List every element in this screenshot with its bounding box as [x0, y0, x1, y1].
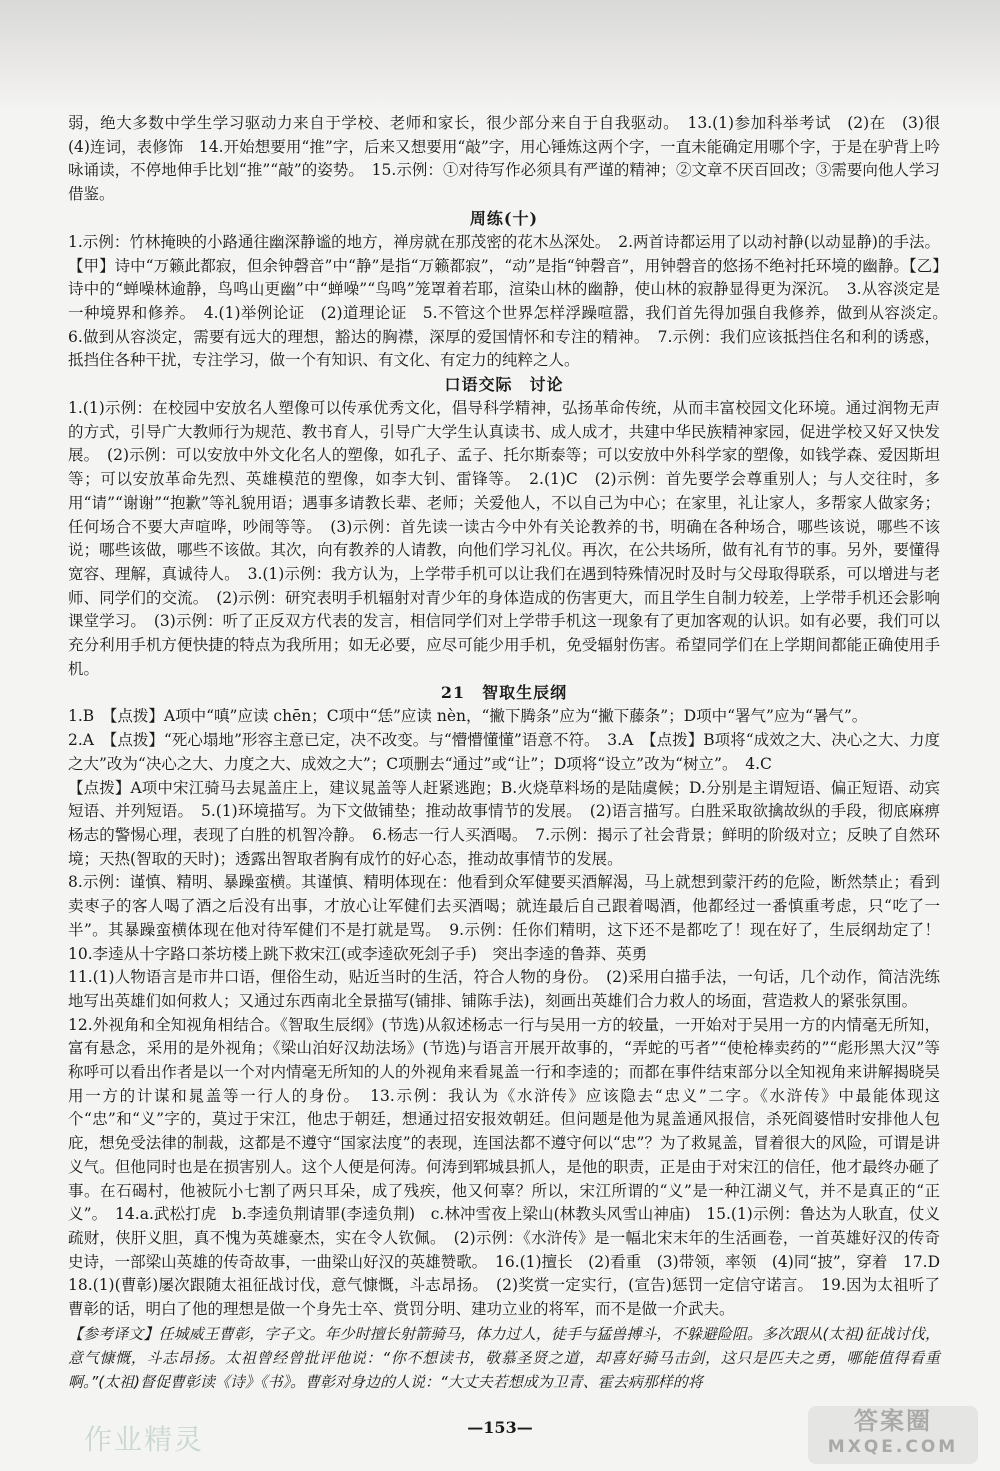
answer-paragraph: 12.外视角和全知视角相结合。《智取生辰纲》(节选)从叙述杨志一行与吴用一方的较量，一开始对于吴用一方的内情毫无所知，富有悬念，采用的是外视角；《梁山泊好汉劫法场》(节选)与语言开展开故事的，“弄蛇的丐者”“使枪棒卖药的”“彪形黑大汉”等称呼可以看出作者是以一个对内情毫无所知的人的外视角来看晁盖一行和李逵的；而都在事件结束部分以全知视角来讲解揭晓吴用一方的计谋和晁盖等一行人的身份。 13.示例：我认为《水浒传》应该隐去“忠义”二字。《水浒传》中最能体现这个“忠”和“义”字的，莫过于宋江，他忠于朝廷，想通过招安报效朝廷。但问题是他为晁盖通风报信，杀死阎婆惜时安排他人包庇，想免受法律的制裁，这都是不遵守“国家法度”的表现，连国法都不遵守何以“忠”？为了救晁盖，冒着很大的风险，可谓是讲义气。但他同时也是在损害别人。这个人便是何涛。何涛到郓城县抓人，是他的职责，正是由于对宋江的信任，他才最终办砸了事。在石碣村，他被阮小七割了两只耳朵，成了残疾，他又何辜？所以，宋江所谓的“义”是一种江湖义气，并不是真正的“正义”。 14.a.武松打虎 b.李逵负荆请罪(李逵负荆) c.林冲雪夜上梁山(林教头风雪山神庙) 15.(1)示例：鲁达为人耿直，仗义疏财，侠肝义胆，真不愧为英雄豪杰，实在令人钦佩。 (2)示例：《水浒传》是一幅北宋末年的生活画卷，一首英雄好汉的传奇史诗，一部梁山英雄的传奇故事，一曲梁山好汉的英雄赞歌。 16.(1)擅长 (2)看重 (3)带领，率领 (4)同“披”，穿着 17.D 18.(1)(曹彰)屡次跟随太祖征战讨伐，意气慷慨，斗志昂扬。 (2)奖赏一定实行，(宣告)惩罚一定信守诺言。 19.因为太祖听了曹彰的话，明白了他的理想是做一个身先士卒、赏罚分明、建功立业的将军，而不是做一介武夫。 — [68, 1015, 956, 1319]
answer-content — [68, 112, 956, 1394]
answer-paragraph: 2.A 【点拨】“死心塌地”形容主意已定，决不改变。与“懵懵懂懂”语意不符。 3.A 【点拨】B项将“成效之大、决心之大、力度之大”改为“决心之大、力度之大、成效之大”；C项删去“通过”或“让”；D项将“设立”改为“树立”。 4.C — [68, 731, 940, 773]
watermark-left: 作业精灵 — [84, 1423, 205, 1456]
scan-top-shadow — [0, 0, 1000, 110]
reference-translation: 【参考译文】任城威王曹彰，字子文。年少时擅长射箭骑马，体力过人，徒手与猛兽搏斗，不躲避险阻。多次跟从(太祖)征战讨伐，意气慷慨，斗志昂扬。太祖曾经曾批评他说：“你不想读书，敬慕圣贤之道，却喜好骑马击剑，这只是匹夫之勇，哪能值得看重啊。”(太祖)督促曹彰读《诗》《书》。曹彰对身边的人说：“大丈夫若想成为卫青、霍去病那样的将 — [68, 1324, 940, 1391]
answer-paragraph: 1.B 【点拨】A项中“嗔”应读 chēn；C项中“恁”应读 nèn，“撇下腾条”应为“撇下藤条”；D项中“署气”应为“暑气”。 — [68, 707, 868, 726]
answer-paragraph: 1.(1)示例：在校园中安放名人塑像可以传承优秀文化，倡导科学精神，弘扬革命传统，从而丰富校园文化环境。通过润物无声的方式，引导广大教师行为规范、教书育人，引导广大学生认真读书、成人成才，共建中华民族精神家园，促进学校又好又快发展。 (2)示例：可以安放中外文化名人的塑像，如孔子、孟子、托尔斯泰等；可以安放中外科学家的塑像，如钱学森、爱因斯坦等；可以安放革命先烈、英雄模范的塑像，如李大钊、雷锋等。 2.(1)C (2)示例：首先要学会尊重别人；与人交往时，多用“请”“谢谢”“抱歉”等礼貌用语；遇事多请教长辈、老师；关爱他人，不以自己为中心；在家里，礼让家人，多帮家人做家务；任何场合不要大声喧哗，吵闹等等。 (3)示例：首先读一读古今中外有关论教养的书，明确在各种场合，哪些该说，哪些不该说；哪些该做，哪些不该做。其次，向有教养的人请教，向他们学习礼仪。再次，在公共场所，做有礼有节的事。另外，要懂得宽容、理解，真诚待人。 3.(1)示例：我方认为，上学带手机可以让我们在遇到特殊情况时及时与父母取得联系，可以增进与老师、同学们的交流。 (2)示例：研究表明手机辐射对青少年的身体造成的伤害更大，而且学生自制力较差，上学带手机还会影响课堂学习。 (3)示例：听了正反双方代表的发言，相信同学们对上学带手机这一现象有了更加客观的认识。如有必要，我们可以充分利用手机方便快捷的特点为我所用；如无必要，应尽可能少用手机，免受辐射伤害。希望同学们在上学期间都能正确使用手机。 — [68, 399, 940, 678]
answer-paragraph: 弱，绝大多数中学生学习驱动力来自于学校、老师和家长，很少部分来自于自我驱动。 13.(1)参加科举考试 (2)在 (3)很 (4)连词，表修饰 14.开始想要用“推”字，后来又想要用“敲”字，用心锤炼这两个字，一直未能确定用哪个字，于是在驴背上吟咏诵读，不停地伸手比划“推”“敲”的姿势。 15.示例：①对待写作必须具有严谨的精神；②文章不厌百回改；③需要向他人学习借鉴。 — [68, 114, 956, 204]
answer-paragraph: 【点拨】A项中宋江骑马去晁盖庄上，建议晁盖等人赶紧逃跑；B.火烧草料场的是陆虞候；D.分别是主谓短语、偏正短语、动宾短语、并列短语。 5.(1)环境描写。为下文做铺垫；推动故事情节的发展。 (2)语言描写。白胜采取欲擒故纵的手段，彻底麻痹杨志的警惕心理，表现了白胜的机智冷静。 6.杨志一行人买酒喝。 7.示例：揭示了社会背景；鲜明的阶级对立；反映了自然环境；天热(智取的天时)；透露出智取者胸有成竹的好心态，推动故事情节的发展。 — [68, 778, 940, 868]
page-number: —153— — [467, 1418, 533, 1437]
answer-paragraph: 1.示例：竹林掩映的小路通往幽深静谧的地方，禅房就在那茂密的花木丛深处。 2.两首诗都运用了以动衬静(以动显静)的手法。【甲】诗中“万籁此都寂，但余钟磬音”中“静”是指“万籁都寂”，“动”是指“钟磬音”，用钟磬音的悠扬不绝衬托环境的幽静。【乙】诗中的“蝉噪林逾静，鸟鸣山更幽”中“蝉噪”“鸟鸣”笼罩着若耶，渲染山林的幽静，使山林的寂静显得更为深沉。 3.从容淡定是一种境界和修养。 4.(1)举例论证 (2)道理论证 5.不管这个世界怎样浮躁喧嚣，我们首先得加强自我修养，做到从容淡定。 6.做到从容淡定，需要有远大的理想，豁达的胸襟，深厚的爱国情怀和专注的精神。 7.示例：我们应该抵挡住名和利的诱惑，抵挡住各种干扰，专注学习，做一个有知识、有文化、有定力的纯粹之人。 — [68, 232, 956, 370]
answer-paragraph: 11.(1)人物语言是市井口语，俚俗生动，贴近当时的生活，符合人物的身份。 (2)采用白描手法，一句话，几个动作，简洁洗练地写出英雄们如何救人；又通过东西南北全景描写(铺排、铺陈手法)，刻画出英雄们合力救人的场面，营造救人的紧张氛围。 — [68, 968, 940, 1010]
watermark-right-url: MXQE.COM — [827, 1437, 959, 1457]
section-heading: 周练(十) — [469, 208, 539, 228]
watermark-right-title: 答案圈 — [854, 1407, 932, 1435]
section-heading: 口语交际 讨论 — [444, 375, 564, 395]
answer-paragraph: 8.示例：谨慎、精明、暴躁蛮横。其谨慎、精明体现在：他看到众军健要买酒解渴，马上就想到蒙汗药的危险，断然禁止；看到卖枣子的客人喝了酒之后没有出事，才放心让军健们去买酒喝；就连最后自己跟着喝酒，他都经过一番慎重考虑，只“吃了一半”。其暴躁蛮横体现在他对待军健们不是打就是骂。 9.示例：任你们精明，这下还不是都吃了！现在好了，生辰纲劫定了！ 10.李逵从十字路口茶坊楼上跳下救宋江(或李逵砍死刽子手) 突出李逵的鲁莽、英勇 — [68, 873, 956, 963]
watermark-right — [808, 1406, 978, 1464]
section-heading: 21 智取生辰纲 — [440, 683, 568, 703]
